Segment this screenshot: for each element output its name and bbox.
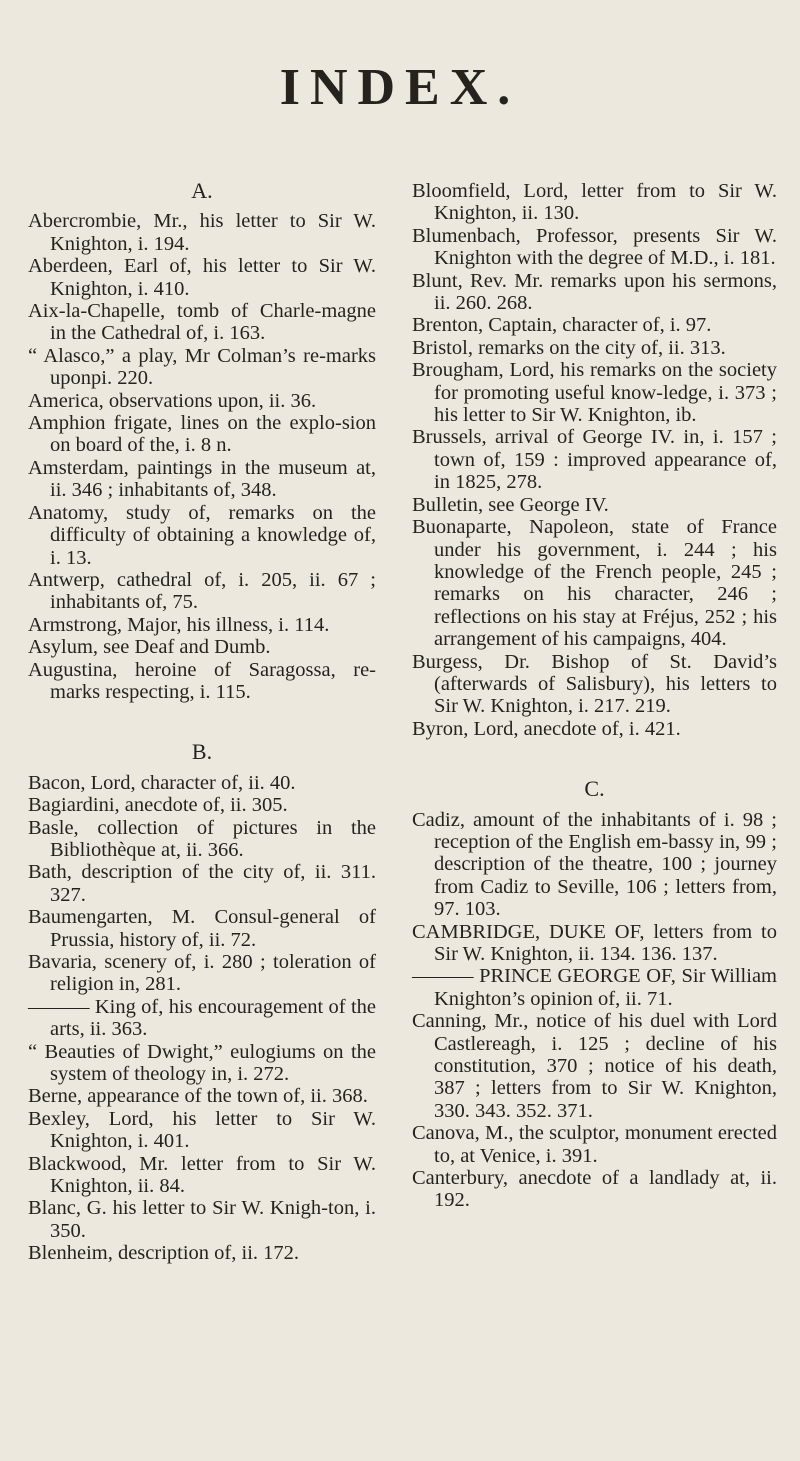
section-heading-a: A. (191, 178, 213, 203)
index-entry: Anatomy, study of, remarks on the difficulty of obtaining a knowledge of, i. 13. (28, 501, 376, 569)
index-entry: Baumengarten, M. Consul-general of Prussia, history of, ii. 72. (28, 906, 376, 951)
index-entry: Canterbury, anecdote of a landlady at, ii. 192. (412, 1167, 777, 1212)
index-entry: Byron, Lord, anecdote of, i. 421. (412, 717, 681, 740)
index-entry: Blenheim, description of, ii. 172. (28, 1242, 300, 1265)
index-entry: Bath, description of the city of, ii. 311. 327. (28, 861, 376, 906)
index-entry: CAMBRIDGE, DUKE OF, letters from to Sir W. Knighton, ii. 134. 136. 137. (412, 920, 777, 965)
index-entry: Cadiz, amount of the inhabitants of i. 98 ; reception of the English em-bassy in, 99 ; description of the theatre, 100 ; journey from Cadiz to Seville, 106 ; letters from, 97. 103. (412, 808, 777, 921)
index-entry: Bloomfield, Lord, letter from to Sir W. Knighton, ii. 130. (412, 180, 777, 225)
index-entry: Burgess, Dr. Bishop of St. David’s (afterwards of Salisbury), his letters to Sir W. Knighton, i. 217. 219. (412, 650, 777, 718)
index-entry: Bexley, Lord, his letter to Sir W. Knighton, i. 401. (28, 1107, 376, 1153)
index-entry: Blanc, G. his letter to Sir W. Knigh-ton, i. 350. (28, 1197, 376, 1242)
index-entry: Bagiardini, anecdote of, ii. 305. (28, 794, 288, 817)
index-entry: Abercrombie, Mr., his letter to Sir W. Knighton, i. 194. (28, 210, 376, 255)
index-entry: America, observations upon, ii. 36. (28, 389, 317, 412)
index-entry: Augustina, heroine of Saragossa, re-marks respecting, i. 115. (28, 658, 376, 703)
index-entry: Bulletin, see George IV. (412, 493, 609, 516)
index-entry: ——— PRINCE GEORGE OF, Sir William Knighton’s opinion of, ii. 71. (412, 965, 777, 1010)
index-entry: Blackwood, Mr. letter from to Sir W. Knighton, ii. 84. (28, 1152, 376, 1198)
index-entry: Antwerp, cathedral of, i. 205, ii. 67 ; inhabitants of, 75. (28, 568, 376, 614)
index-entry: Bacon, Lord, character of, ii. 40. (28, 771, 296, 794)
index-entry: Buonaparte, Napoleon, state of France under his government, i. 244 ; his knowledge of the French people, 245 ; remarks on his character, 246 ; reflections on his stay at Fréjus, 252 ; his arrangement of his campaigns, 404. (412, 516, 777, 651)
index-entry: Blunt, Rev. Mr. remarks upon his sermons, ii. 260. 268. (412, 269, 777, 315)
left-column (28, 180, 376, 1265)
index-entry: “ Beauties of Dwight,” eulogiums on the system of theology in, i. 272. (28, 1040, 376, 1086)
index-entry: Blumenbach, Professor, presents Sir W. Knighton with the degree of M.D., i. 181. (412, 224, 777, 270)
index-entry: Amsterdam, paintings in the museum at, ii. 346 ; inhabitants of, 348. (28, 456, 376, 502)
page-title: INDEX. (279, 59, 521, 116)
index-entry: Aberdeen, Earl of, his letter to Sir W. Knighton, i. 410. (28, 255, 376, 300)
index-entry: Armstrong, Major, his illness, i. 114. (28, 613, 330, 636)
index-entry: Berne, appearance of the town of, ii. 368. (28, 1085, 368, 1108)
index-entry: Basle, collection of pictures in the Bibliothèque at, ii. 366. (28, 816, 376, 861)
index-entry: “ Alasco,” a play, Mr Colman’s re-marks uponpi. 220. (28, 344, 376, 390)
index-entry: Bavaria, scenery of, i. 280 ; toleration of religion in, 281. (28, 951, 376, 996)
section-heading-b: B. (191, 739, 213, 765)
index-entry: Canning, Mr., notice of his duel with Lord Castlereagh, i. 125 ; decline of his constitution, 370 ; notice of his death, 387 ; letters from to Sir W. Knighton, 330. 343. 352. 371. (412, 1010, 777, 1122)
index-entry: Amphion frigate, lines on the explo-sion on board of the, i. 8 n. (28, 412, 376, 457)
index-entry: Brenton, Captain, character of, i. 97. (412, 314, 712, 337)
right-column (412, 180, 777, 1212)
index-entry: ——— King of, his encouragement of the arts, ii. 363. (28, 995, 376, 1041)
section-heading-c: C. (584, 776, 605, 802)
index-entry: Bristol, remarks on the city of, ii. 313. (412, 336, 726, 359)
index-entry: Asylum, see Deaf and Dumb. (28, 636, 271, 659)
index-entry: Canova, M., the sculptor, monument erected to, at Venice, i. 391. (412, 1122, 777, 1167)
index-entry: Brougham, Lord, his remarks on the society for promoting useful know-ledge, i. 373 ; his letter to Sir W. Knighton, ib. (412, 359, 777, 427)
index-entry: Aix-la-Chapelle, tomb of Charle-magne in the Cathedral of, i. 163. (28, 300, 376, 345)
index-entry: Brussels, arrival of George IV. in, i. 157 ; town of, 159 : improved appearance of, in 1825, 278. (412, 426, 777, 494)
